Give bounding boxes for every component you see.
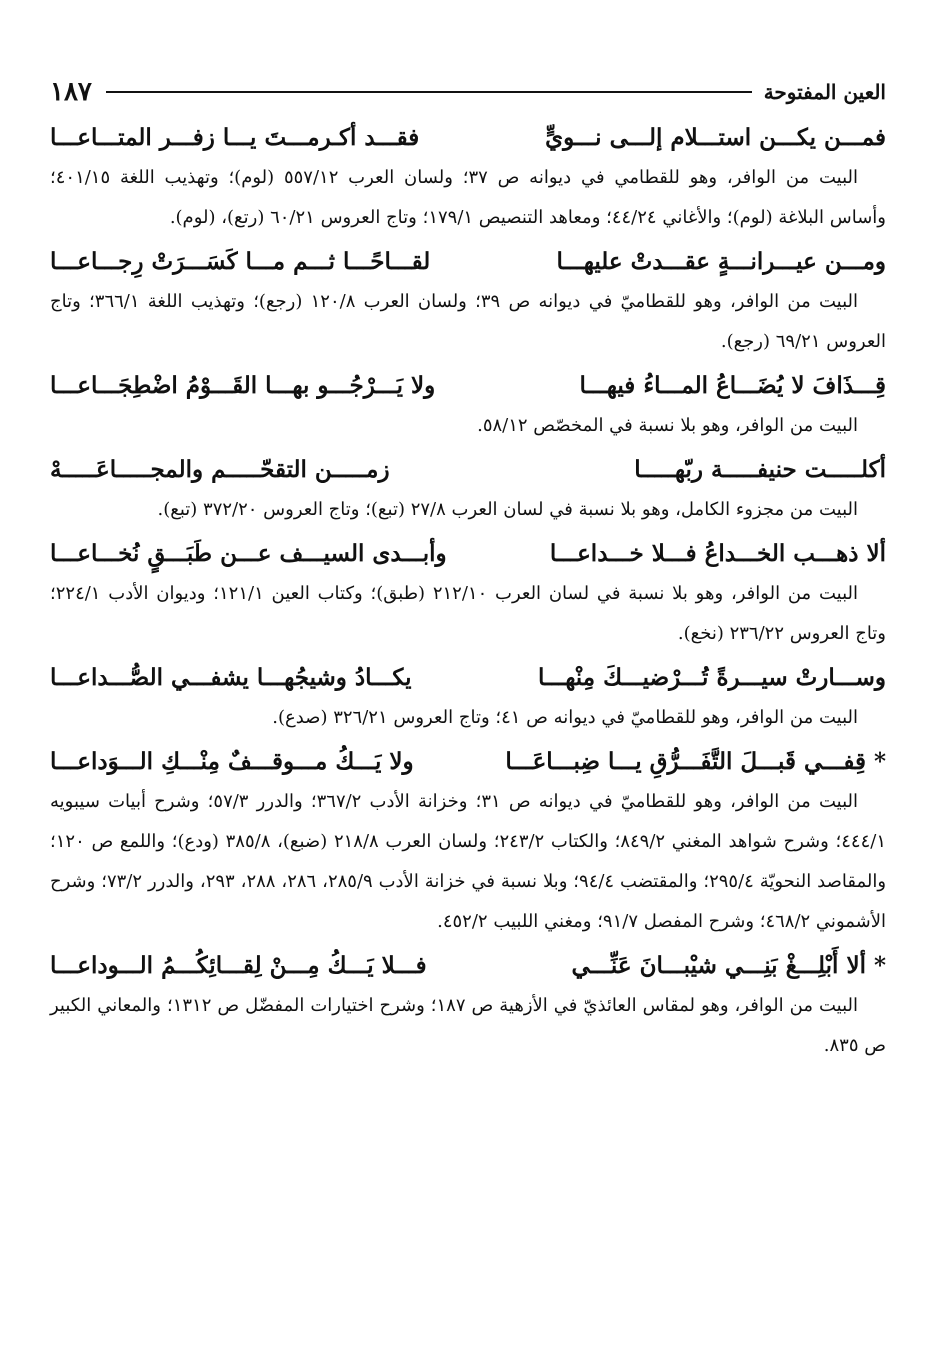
verse-line	[50, 948, 886, 984]
verse-line	[50, 660, 886, 696]
citation-note: البيت من الوافر، وهو للقطاميّ في ديوانه ص ٣٩؛ ولسان العرب ١٢٠/٨ (رجع)؛ وتهذيب اللغة ٣٦٦/١؛ وتاج العروس ٦٩/٢١ (رجع).	[50, 291, 886, 352]
citation-note: البيت من الوافر، وهو للقطاميّ في ديوانه ص ٤١؛ وتاج العروس ٣٢٦/٢١ (صدع).	[272, 707, 858, 728]
page-header	[50, 70, 886, 114]
first-hemistich: * ألا أَبْلِـــغْ بَنِـــي شيْبـــانَ عَنِّـــي	[571, 952, 886, 979]
verse-line	[50, 536, 886, 572]
first-hemistich: أكلـــــت حنيفـــــة ربّهـــــا	[634, 456, 886, 483]
verse-line	[50, 452, 886, 488]
second-hemistich: يكـــادُ وشيجُهـــا يشفـــي الصُّـــداعـــا	[50, 664, 412, 691]
verse-entry	[50, 368, 886, 446]
verse-entry	[50, 744, 886, 942]
verse-entry	[50, 536, 886, 654]
second-hemistich: وأبـــدى السيـــف عـــن طَبَـــقٍ نُخـــاعـــا	[50, 540, 447, 567]
second-hemistich: فـــلا يَـــكُ مِـــنْ لِقـــائِكُـــمُ الـــوداعـــا	[50, 952, 427, 979]
header-rule	[106, 91, 752, 93]
verse-line	[50, 244, 886, 280]
second-hemistich: فقـــد أكـرمـــتَ يـــا زفـــر المتـــاعـــا	[50, 124, 420, 151]
verse-line	[50, 368, 886, 404]
citation-note: البيت من الوافر، وهو للقطاميّ في ديوانه ص ٣١؛ وخزانة الأدب ٣٦٧/٢؛ والدرر ٥٧/٣؛ وشرح أبيات سيبويه ٤٤٤/١؛ وشرح شواهد المغني ٨٤٩/٢؛ والكتاب ٢٤٣/٢؛ ولسان العرب ٢١٨/٨ (ضبع)، ٣٨٥/٨ (ودع)؛ واللمع ص ١٢٠؛ والمقاصد النحويّة ٢٩٥/٤؛ والمقتضب ٩٤/٤؛ وبلا نسبة في خزانة الأدب ٢٨٥/٩، ٢٨٦، ٢٨٨، ٢٩٣، والدرر ٧٣/٢؛ وشرح الأشموني ٤٦٨/٢؛ وشرح المفصل ٩١/٧؛ ومغني اللبيب ٤٥٢/٢.	[50, 791, 887, 932]
verse-entry	[50, 244, 886, 362]
page-number: ١٨٧	[50, 77, 92, 107]
second-hemistich: ولا يَـــرْجُـــو بهـــا القَـــوْمُ اضْطِجَـــاعـــا	[50, 372, 436, 399]
second-hemistich: ولا يَـــكُ مـــوقـــفٌ مِنْـــكِ الـــوَداعـــا	[50, 748, 414, 775]
citation-note: البيت من مجزوء الكامل، وهو بلا نسبة في لسان العرب ٢٧/٨ (تبع)؛ وتاج العروس ٣٧٢/٢٠ (تبع).	[157, 499, 858, 520]
verse-line	[50, 744, 886, 780]
citation-note: البيت من الوافر، وهو لمقاس العائذيّ في الأزهية ص ١٨٧؛ وشرح اختيارات المفضّل ص ١٣١٢؛ والمعاني الكبير ص ٨٣٥.	[50, 995, 886, 1056]
verse-line	[50, 120, 886, 156]
citation-note: البيت من الوافر، وهو للقطامي في ديوانه ص ٣٧؛ ولسان العرب ٥٥٧/١٢ (لوم)؛ وتهذيب اللغة ٤٠١/١٥؛ وأساس البلاغة (لوم)؛ والأغاني ٤٤/٢٤؛ ومعاهد التنصيص ١٧٩/١؛ وتاج العروس ٦٠/٢١ (رتع)، (لوم).	[50, 167, 886, 228]
first-hemistich: قِـــذَافَ لا يُضَـــاعُ المـــاءُ فيهـــا	[579, 372, 886, 399]
first-hemistich: ألا ذهـــب الخـــداعُ فـــلا خـــداعـــا	[549, 540, 886, 567]
first-hemistich: ومـــن عيـــرانـــةٍ عقـــدتْ عليهـــا	[556, 248, 886, 275]
second-hemistich: زمـــــن التقحّـــــم والمجـــــاعَـــــهْ	[50, 456, 390, 483]
second-hemistich: لقـــاحًـــا ثـــم مـــا كَسَـــرَتْ رِجـــاعـــا	[50, 248, 431, 275]
first-hemistich: فمـــن يكـــن استـــلام إلـــى نـــويٍّ	[545, 124, 886, 151]
running-title: العين المفتوحة	[763, 80, 886, 104]
verse-entry	[50, 660, 886, 738]
citation-note: البيت من الوافر، وهو بلا نسبة في لسان العرب ٢١٢/١٠ (طبق)؛ وكتاب العين ١٢١/١؛ وديوان الأدب ٢٢٤/١؛ وتاج العروس ٢٣٦/٢٢ (نخع).	[50, 583, 886, 644]
verse-entry	[50, 948, 886, 1066]
verse-entry	[50, 452, 886, 530]
citation-note: البيت من الوافر، وهو بلا نسبة في المخصّص ٥٨/١٢.	[477, 415, 858, 436]
verse-entry	[50, 120, 886, 238]
first-hemistich: * قِفـــي قَبـــلَ التَّفَـــرُّقِ يـــا ضِبـــاعَـــا	[505, 748, 886, 775]
first-hemistich: وســـارتْ سيـــرةً تُـــرْضيـــكَ مِنْهـــا	[537, 664, 886, 691]
